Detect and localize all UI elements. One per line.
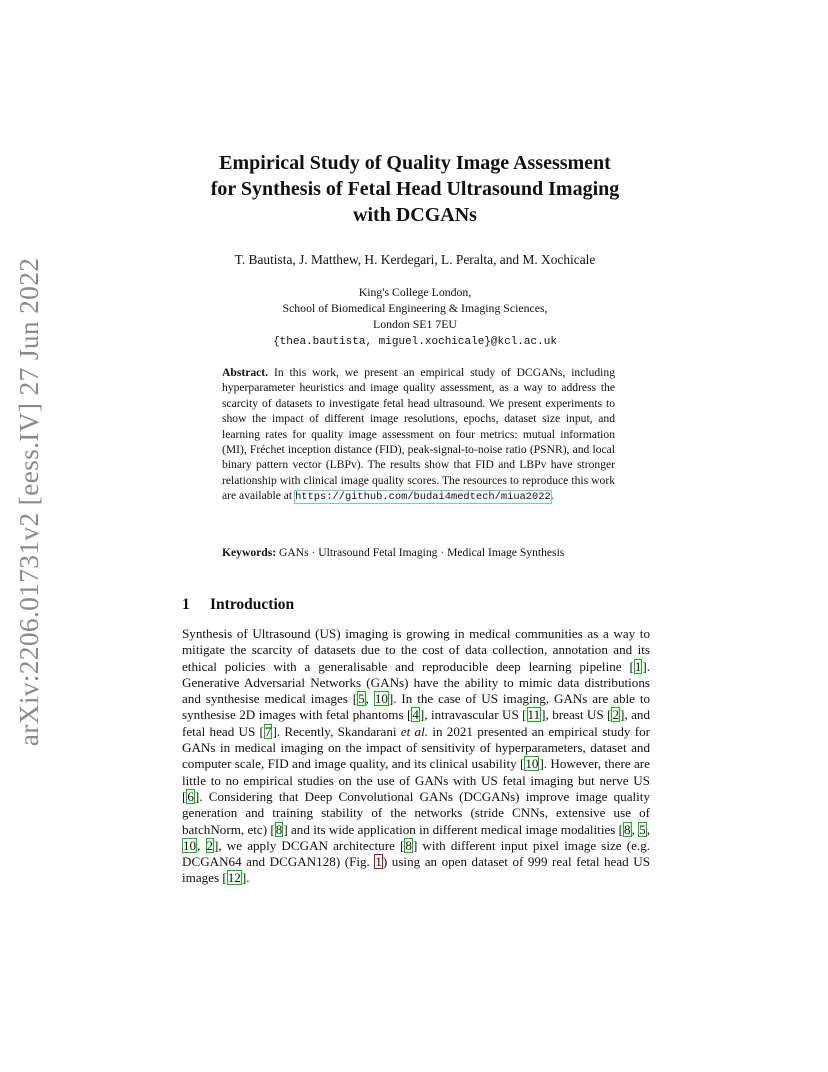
arxiv-id: arXiv:2206.01731v2 [eess.IV] 27 Jun 2022: [13, 257, 44, 747]
keywords-label: Keywords:: [222, 546, 277, 559]
text-run: ,: [631, 821, 639, 837]
affiliation-institution: King's College London,: [358, 285, 472, 299]
keywords: [222, 545, 615, 560]
keywords-text: GANs · Ultrasound Fetal Imaging · Medical Image Synthesis: [279, 546, 565, 559]
abstract: [222, 365, 615, 506]
text-run: in 2021 presented an empirical study for GANs in medical imaging on the impact of sensitivity of hyperparameters, dataset and computer scale, FID and image quality, and its clinical usability [: [182, 723, 650, 772]
citation-link[interactable]: 5: [639, 821, 646, 837]
citation-link[interactable]: 2: [206, 837, 214, 853]
abstract-text: In this work, we present an empirical study of DCGANs, including hyperparameter heuristics and image quality assessment, as a way to address the scarcity of datasets to investigate fetal head ultrasound. We present experiments to show the impact of different image resolutions, epochs, dataset size input, and learning rates for quality image assessment on four metrics: mutual information (MI), Fréchet inception distance (FID), peak-signal-to-noise ratio (PSNR), and local binary pattern vector (LBPv). The results show that FID and LBPv have stronger relationship with clinical image quality scores. The resources to reproduce this work are available at: [222, 366, 615, 503]
citation-link[interactable]: 4: [412, 707, 419, 723]
citation-link[interactable]: 6: [187, 788, 194, 804]
text-run: ], intravascular US [: [419, 707, 527, 723]
citation-link[interactable]: 1: [634, 658, 642, 674]
authors: T. Bautista, J. Matthew, H. Kerdegari, L. Peralta, and M. Xochicale: [234, 252, 596, 267]
text-run: ], we apply DCGAN architecture [: [214, 837, 405, 853]
section-title: Introduction: [210, 596, 295, 613]
title-line: for Synthesis of Fetal Head Ultrasound Imaging: [210, 178, 620, 200]
text-run: ] and its wide application in different medical image modalities [: [283, 821, 624, 837]
text-run: ] with different input pixel image size (e.g. DCGAN64 and DCGAN128) (Fig.: [182, 837, 651, 870]
citation-link[interactable]: 8: [275, 821, 283, 837]
citation-link[interactable]: 12: [227, 870, 241, 886]
section-heading: [182, 596, 294, 614]
abstract-end: .: [550, 489, 554, 503]
arxiv-watermark: [6, 257, 52, 747]
email-users: {thea.bautista, miguel.xochicale}: [273, 336, 491, 348]
figure-link[interactable]: 1: [375, 854, 382, 870]
text-run: ]. In the case of US imaging, GANs are able to synthesise 2D images with fetal phantoms [: [182, 691, 651, 723]
text-run: ]. Considering that Deep Convolutional GANs (DCGANs) improve image quality generation and training stability of the networks (stride CNNs, extensive use of batchNorm, etc) [: [182, 788, 650, 837]
email-domain: @kcl.ac.uk: [490, 336, 557, 348]
citation-link[interactable]: 10: [183, 837, 197, 853]
text-run: ,: [197, 837, 206, 853]
citation-link[interactable]: 2: [612, 707, 620, 723]
text-run: Synthesis of Ultrasound (US) imaging is growing in medical communities as a way to mitigate the scarcity of datasets due to the cost of data collection, annotation and its ethical policies with a generalisable and reproducible deep learning pipeline [: [182, 626, 650, 674]
repo-link[interactable]: https://github.com/budai4medtech/miua2022: [295, 491, 551, 504]
abstract-label: Abstract.: [222, 366, 269, 379]
citation-link[interactable]: 5: [358, 691, 365, 707]
affiliation: [150, 284, 680, 350]
title-line: Empirical Study of Quality Image Assessment: [219, 152, 611, 174]
citation-link[interactable]: 10: [374, 691, 388, 707]
citation-link[interactable]: 8: [405, 837, 412, 853]
text-run: ], and fetal head US [: [182, 707, 650, 739]
text-run-italic: et al.: [400, 723, 429, 739]
citation-link[interactable]: 10: [525, 756, 539, 772]
text-run: ]. Generative Adversarial Networks (GANs) have the ability to mimic data distributions and synthesise medical images [: [182, 658, 650, 707]
paper-title: [150, 150, 680, 228]
text-run: ].: [241, 870, 250, 886]
text-run: ]. However, there are little to no empirical studies on the use of GANs with US fetal imaging but nerve US [: [182, 756, 650, 804]
title-line: with DCGANs: [353, 204, 477, 226]
text-run: ]. Recently, Skandarani: [272, 723, 401, 739]
citation-link[interactable]: 8: [624, 821, 631, 837]
introduction-paragraph: [182, 626, 650, 887]
affiliation-email: [150, 332, 680, 350]
text-run: ,: [365, 691, 374, 707]
text-run: ], breast US [: [541, 707, 612, 723]
citation-link[interactable]: 11: [527, 707, 541, 723]
text-run: ,: [646, 821, 650, 837]
text-run: ) using an open dataset of 999 real fetal head US images [: [182, 854, 650, 886]
section-number: 1: [182, 596, 190, 613]
citation-link[interactable]: 7: [264, 723, 272, 739]
affiliation-school: School of Biomedical Engineering & Imaging Sciences,: [282, 301, 548, 315]
affiliation-address: London SE1 7EU: [373, 317, 457, 331]
